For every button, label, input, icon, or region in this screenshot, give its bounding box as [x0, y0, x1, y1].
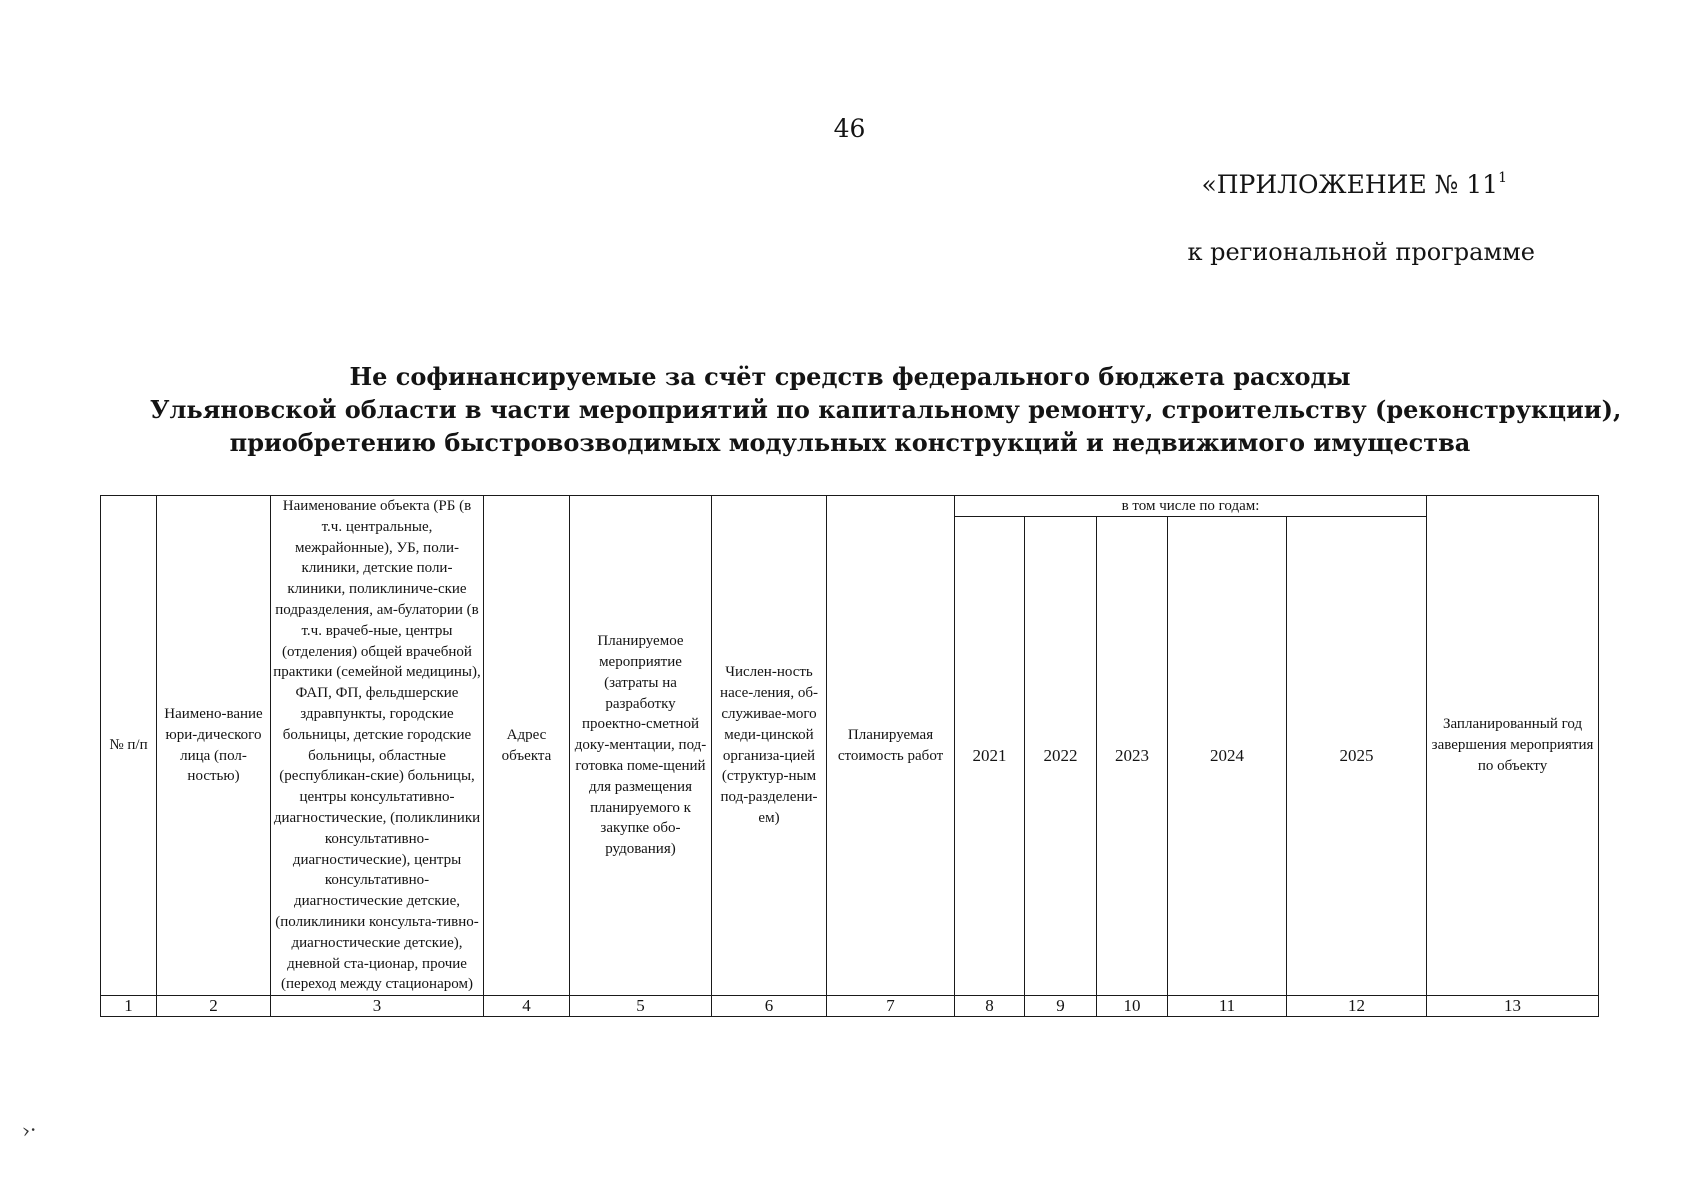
header-completion-year: Запланированный год завершения мероприятия по объекту	[1427, 496, 1599, 996]
header-legal-entity: Наимено-вание юри-дического лица (пол-ностью)	[157, 496, 271, 996]
appendix-title-superscript: 1	[1498, 169, 1507, 186]
column-number-4: 4	[484, 996, 570, 1017]
scan-artifact: ›·	[20, 1117, 38, 1143]
column-number-1: 1	[101, 996, 157, 1017]
header-population-served: Числен-ность насе-ления, об-служивае-мого меди-цинской организа-цией (структур-ным под-разделени-ем)	[712, 496, 827, 996]
column-number-6: 6	[712, 996, 827, 1017]
column-number-5: 5	[570, 996, 712, 1017]
header-row	[101, 496, 1599, 517]
header-year-2022: 2022	[1025, 517, 1097, 996]
document-title	[150, 360, 1622, 459]
header-object-address: Адрес объекта	[484, 496, 570, 996]
column-number-12: 12	[1287, 996, 1427, 1017]
column-number-8: 8	[955, 996, 1025, 1017]
header-object-name: Наименование объекта (РБ (в т.ч. центральные, межрайонные), УБ, поли-клиники, детские поли-клиники, поликлиниче-ские подразделения, ам-булатории (в т.ч. врачеб-ные, центры (отделения) общей врачебной практики (семейной медицины), ФАП, ФП, фельдшерские здравпункты, городские больницы, детские городские больницы, областные (республикан-ские) больницы, центры консультативно-диагностические, (поликлиники консультативно-диагностические), центры консультативно-диагностические детские, (поликлиники консульта-тивно-диагностические детские), дневной ста-ционар, прочие (переход между стационаром)	[271, 496, 484, 996]
header-year-2024: 2024	[1168, 517, 1287, 996]
header-planned-cost: Планируемая стоимость работ	[827, 496, 955, 996]
column-number-2: 2	[157, 996, 271, 1017]
expenses-table	[100, 495, 1599, 1017]
appendix-title-text: «ПРИЛОЖЕНИЕ № 11	[1201, 170, 1499, 199]
column-number-3: 3	[271, 996, 484, 1017]
document-title-line-1: Не софинансируемые за счёт средств федерального бюджета расходы	[349, 362, 1351, 391]
column-numbers-row	[101, 996, 1599, 1017]
header-year-2025: 2025	[1287, 517, 1427, 996]
page-number: 46	[833, 114, 866, 143]
appendix-title	[1201, 170, 1507, 199]
appendix-subtitle: к региональной программе	[1187, 238, 1535, 266]
column-number-9: 9	[1025, 996, 1097, 1017]
document-title-line-3: приобретению быстровозводимых модульных конструкций и недвижимого имущества	[229, 428, 1471, 457]
header-year-2021: 2021	[955, 517, 1025, 996]
column-number-10: 10	[1097, 996, 1168, 1017]
header-year-2023: 2023	[1097, 517, 1168, 996]
column-number-13: 13	[1427, 996, 1599, 1017]
column-number-7: 7	[827, 996, 955, 1017]
expenses-table-container	[100, 495, 1598, 1017]
document-title-line-2: Ульяновской области в части мероприятий по капитальному ремонту, строительству (реконструкции),	[150, 395, 1622, 424]
header-planned-activity: Планируемое мероприятие (затраты на разработку проектно-сметной доку-ментации, под-готовка поме-щений для размещения планируемого к закупке обо-рудования)	[570, 496, 712, 996]
header-row-number: № п/п	[101, 496, 157, 996]
column-number-11: 11	[1168, 996, 1287, 1017]
header-by-years: в том числе по годам:	[955, 496, 1427, 517]
